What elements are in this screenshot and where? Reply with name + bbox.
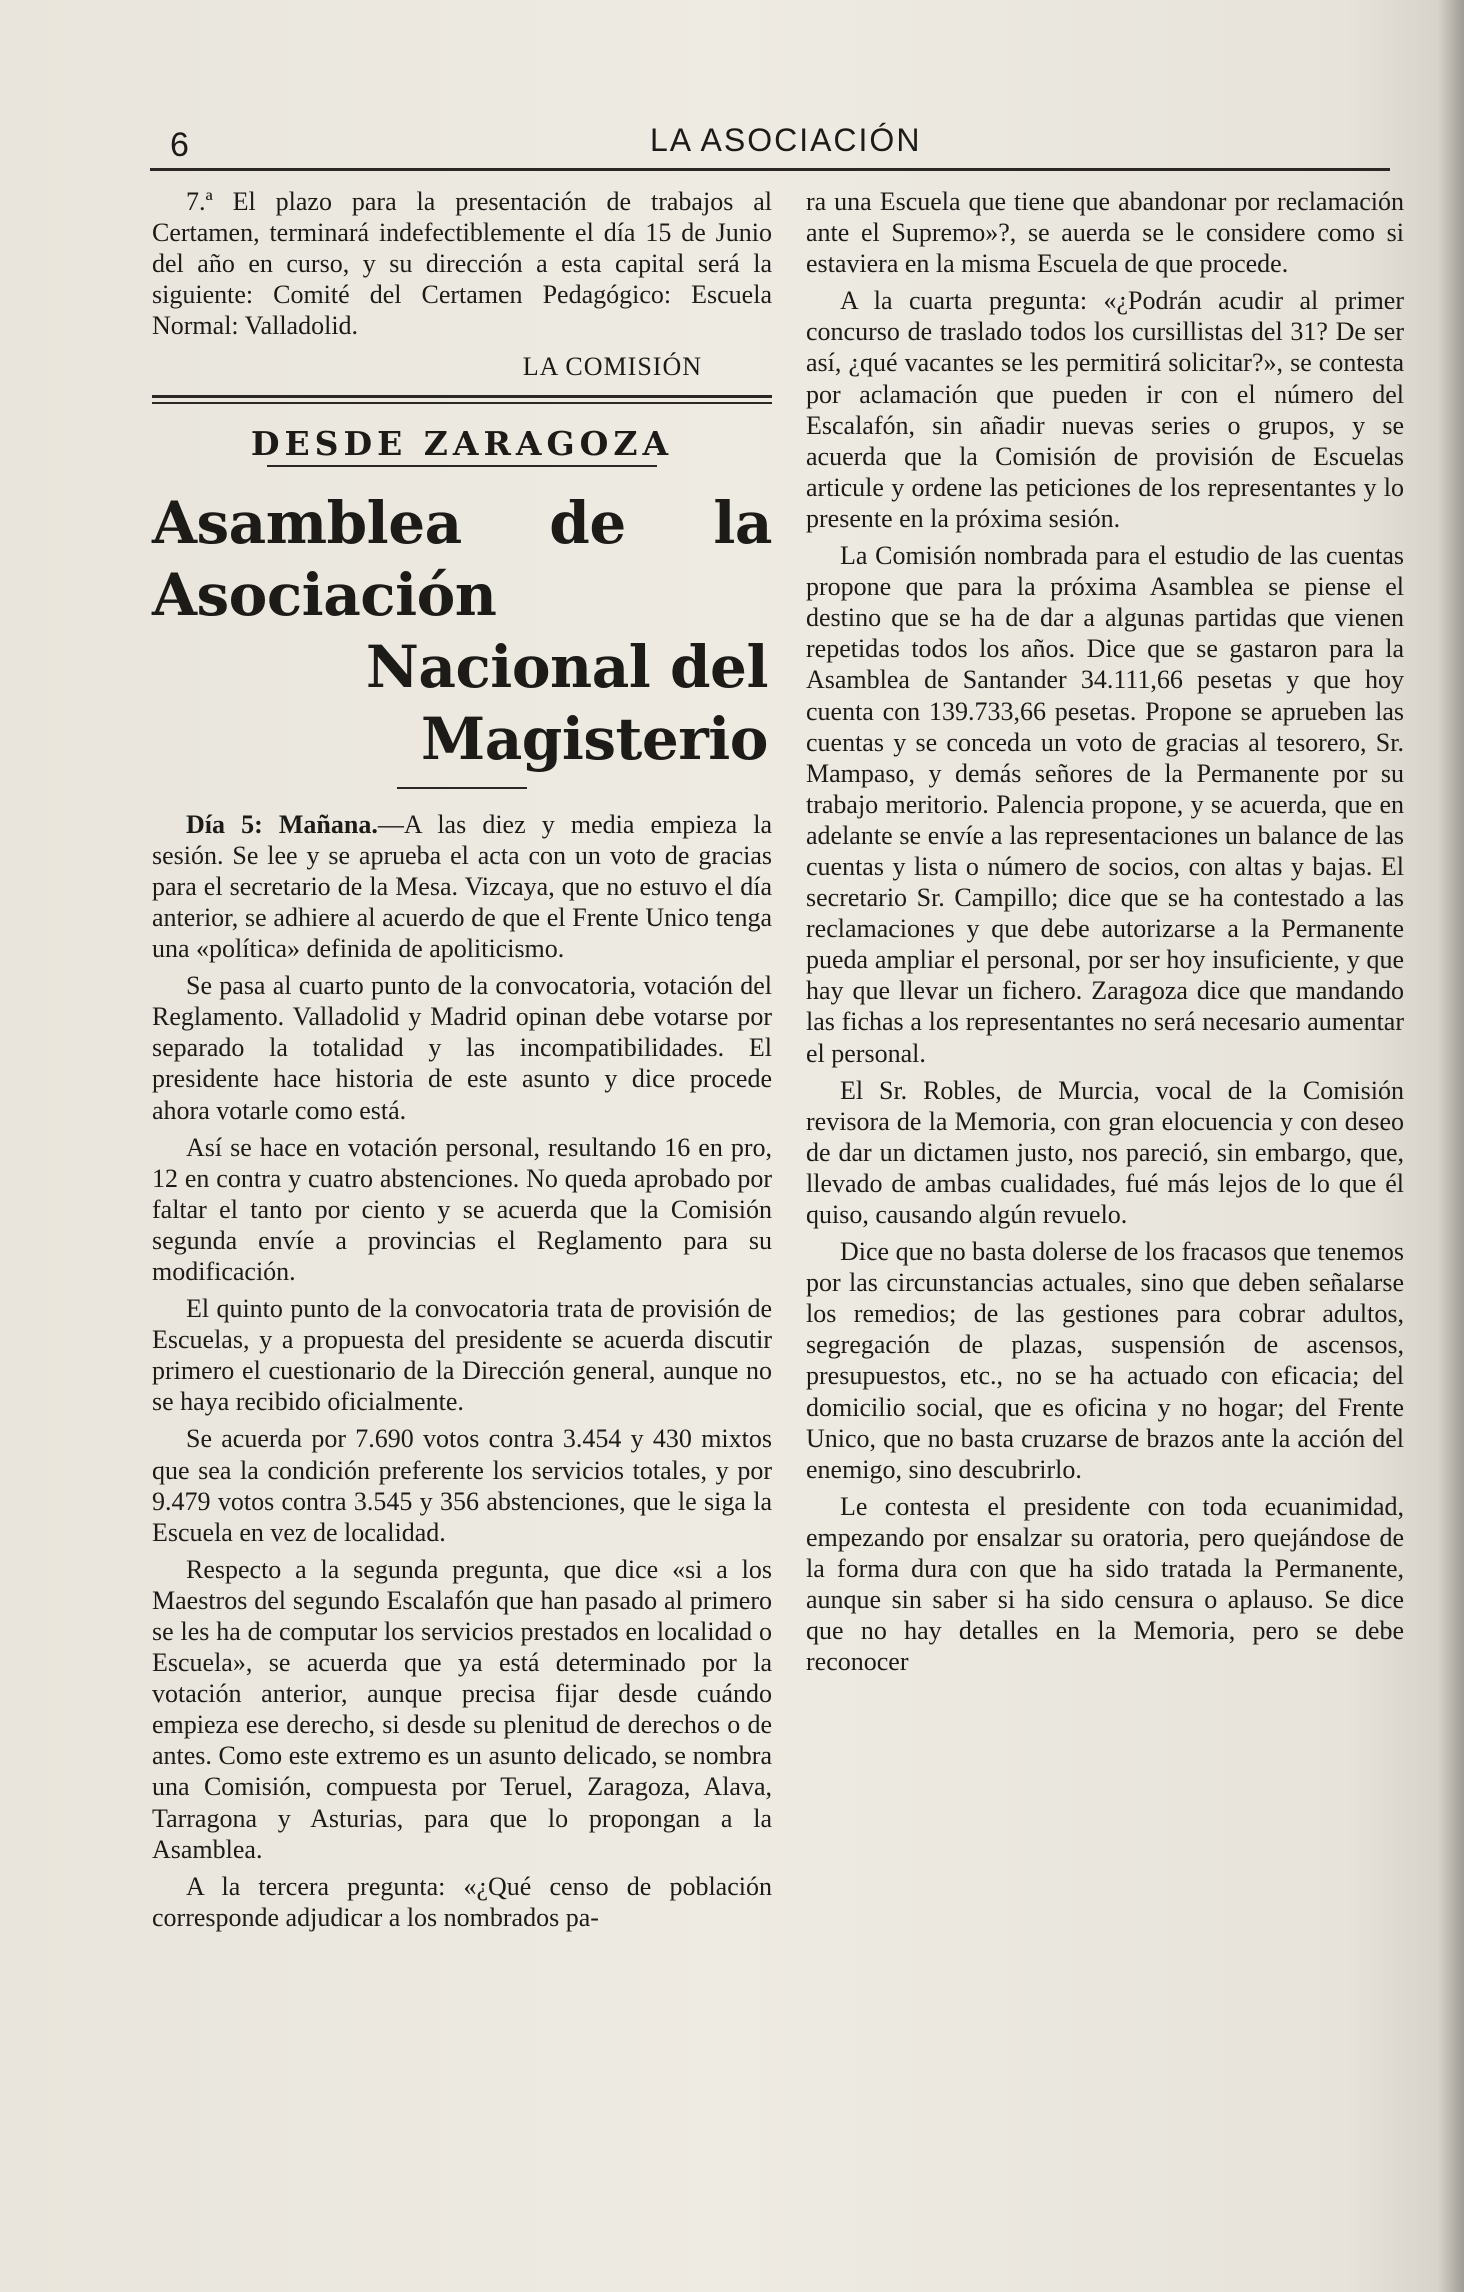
right-column bbox=[806, 186, 1404, 1683]
article-paragraph: A la cuarta pregunta: «¿Podrán acudir al primer concurso de traslado todos los cursillistas del 31? De ser así, ¿qué vacantes se les permitirá solicitar?», se contesta por aclamación que pueden ir con el número del Escalafón, sin añadir nuevas series o grupos, y se acuerda que la Comisión de provisión de Escuelas articule y ordene las peticiones de los representantes y lo presente en la próxima sesión. bbox=[806, 286, 1404, 533]
page-edge-shadow bbox=[1438, 0, 1464, 2292]
article-paragraph: El Sr. Robles, de Murcia, vocal de la Comisión revisora de la Memoria, con gran elocuencia y con deseo de dar un dictamen justo, nos pareció, sin embargo, que, llevado de ambas cualidades, fué más lejos de lo que él quiso, causando algún revuelo. bbox=[806, 1075, 1404, 1229]
article-paragraph: Así se hace en votación personal, resultando 16 en pro, 12 en contra y cuatro abstenciones. No queda aprobado por faltar el tanto por ciento y se acuerda que la Comisión segunda envíe a provincias el Reglamento para su modificación. bbox=[152, 1132, 772, 1286]
page-number: 6 bbox=[170, 126, 189, 164]
continuation-paragraph: ra una Escuela que tiene que abandonar por reclamación ante el Supremo»?, se auerda se le considere como si estaviera en la misma Escuela de que procede. bbox=[806, 187, 1404, 279]
section-title-underline bbox=[267, 465, 657, 467]
journal-title: LA ASOCIACIÓN bbox=[650, 122, 922, 158]
left-column bbox=[152, 186, 772, 1939]
section-title: DESDE ZARAGOZA bbox=[250, 423, 674, 463]
headline-line-2: Nacional del Magisterio bbox=[365, 632, 768, 773]
section-divider bbox=[152, 395, 772, 404]
article-paragraph: Le contesta el presidente con toda ecuanimidad, empezando por ensalzar su oratoria, pero quejándose de la forma dura con que ha sido tratada la Permanente, aunque sin saber si ha sido censura o aplauso. Se dice que no hay detalles en la Memoria, pero se debe reconocer bbox=[806, 1491, 1404, 1677]
headline-line-1: Asamblea de la Asociación bbox=[152, 488, 772, 629]
lead-text: —A las diez y media empieza la sesión. Se lee y se aprueba el acta con un voto de gracias para el secretario de la Mesa. Vizcaya, que no estuvo el día anterior, se adhiere al acuerdo de que el Frente Unico tenga una «política» definida de apoliticismo. bbox=[152, 809, 772, 964]
headline-divider bbox=[397, 787, 527, 789]
lead-label: Día 5: Mañana. bbox=[186, 809, 378, 839]
lead-paragraph bbox=[152, 809, 772, 964]
article-paragraph: Respecto a la segunda pregunta, que dice «si a los Maestros del segundo Escalafón que han pasado al primero se les ha de computar los servicios prestados en localidad o Escuela», se acuerda que ya está determinado por la votación anterior, aunque precisa fijar desde cuándo empieza ese derecho, si desde su plenitud de derechos o de antes. Como este extremo es un asunto delicado, se nombra una Comisión, compuesta por Teruel, Zaragoza, Alava, Tarragona y Asturias, para que lo propongan a la Asamblea. bbox=[152, 1554, 772, 1864]
article-paragraph: Dice que no basta dolerse de los fracasos que tenemos por las circunstancias actuales, sino que deben señalarse los remedios; de las gestiones para cobrar adultos, segregación de plazas, suspensión de ascensos, presupuestos, etc., no se ha actuado con eficacia; del domicilio social, que es oficina y no hogar; del Frente Unico, que no basta cruzarse de brazos ante la acción del enemigo, sino descubrirlo. bbox=[806, 1237, 1404, 1484]
intro-paragraph: 7.ª El plazo para la presentación de trabajos al Certamen, terminará indefectiblemente el día 15 de Junio del año en curso, y su dirección a esta capital será la siguiente: Comité del Certamen Pedagógico: Escuela Normal: Valladolid. bbox=[152, 187, 772, 341]
article-paragraph: A la tercera pregunta: «¿Qué censo de población corresponde adjudicar a los nombrados pa- bbox=[152, 1871, 772, 1932]
article-paragraph: El quinto punto de la convocatoria trata de provisión de Escuelas, y a propuesta del presidente se acuerda discutir primero el cuestionario de la Dirección general, aunque no se haya recibido oficialmente. bbox=[152, 1294, 772, 1417]
article-paragraph: Se pasa al cuarto punto de la convocatoria, votación del Reglamento. Valladolid y Madrid opinan debe votarse por separado la totalidad y las incompatibilidades. El presidente hace historia de este asunto y dice procede ahora votarle como está. bbox=[152, 971, 772, 1125]
article-paragraph: Se acuerda por 7.690 votos contra 3.454 y 430 mixtos que sea la condición preferente los servicios totales, y por 9.479 votos contra 3.545 y 356 abstenciones, que le siga la Escuela en vez de localidad. bbox=[152, 1424, 772, 1547]
page-header bbox=[150, 118, 1390, 171]
article-paragraph: La Comisión nombrada para el estudio de las cuentas propone que para la próxima Asamblea se piense el destino que se ha de dar a algunas partidas que vienen repetidas todos los años. Dice que se gastaron para la Asamblea de Santander 34.111,66 pesetas y que hoy cuenta con 139.733,66 pesetas. Propone se aprueben las cuentas y se conceda un voto de gracias al tesorero, Sr. Mampaso, y demás señores de la Permanente por su trabajo meritorio. Palencia propone, y se acuerda, que en adelante se envíe a las representaciones un balance de las cuentas y lista o número de socios, con altas y bajas. El secretario Sr. Campillo; dice que se ha contestado a las reclamaciones y que debe autorizarse a la Permanente pueda ampliar el personal, por ser hoy insuficiente, y que hay que llevar un fichero. Zaragoza dice que mandando las fichas a los representantes no será necesario aumentar el personal. bbox=[806, 541, 1404, 1068]
signature: LA COMISIÓN bbox=[522, 352, 702, 382]
